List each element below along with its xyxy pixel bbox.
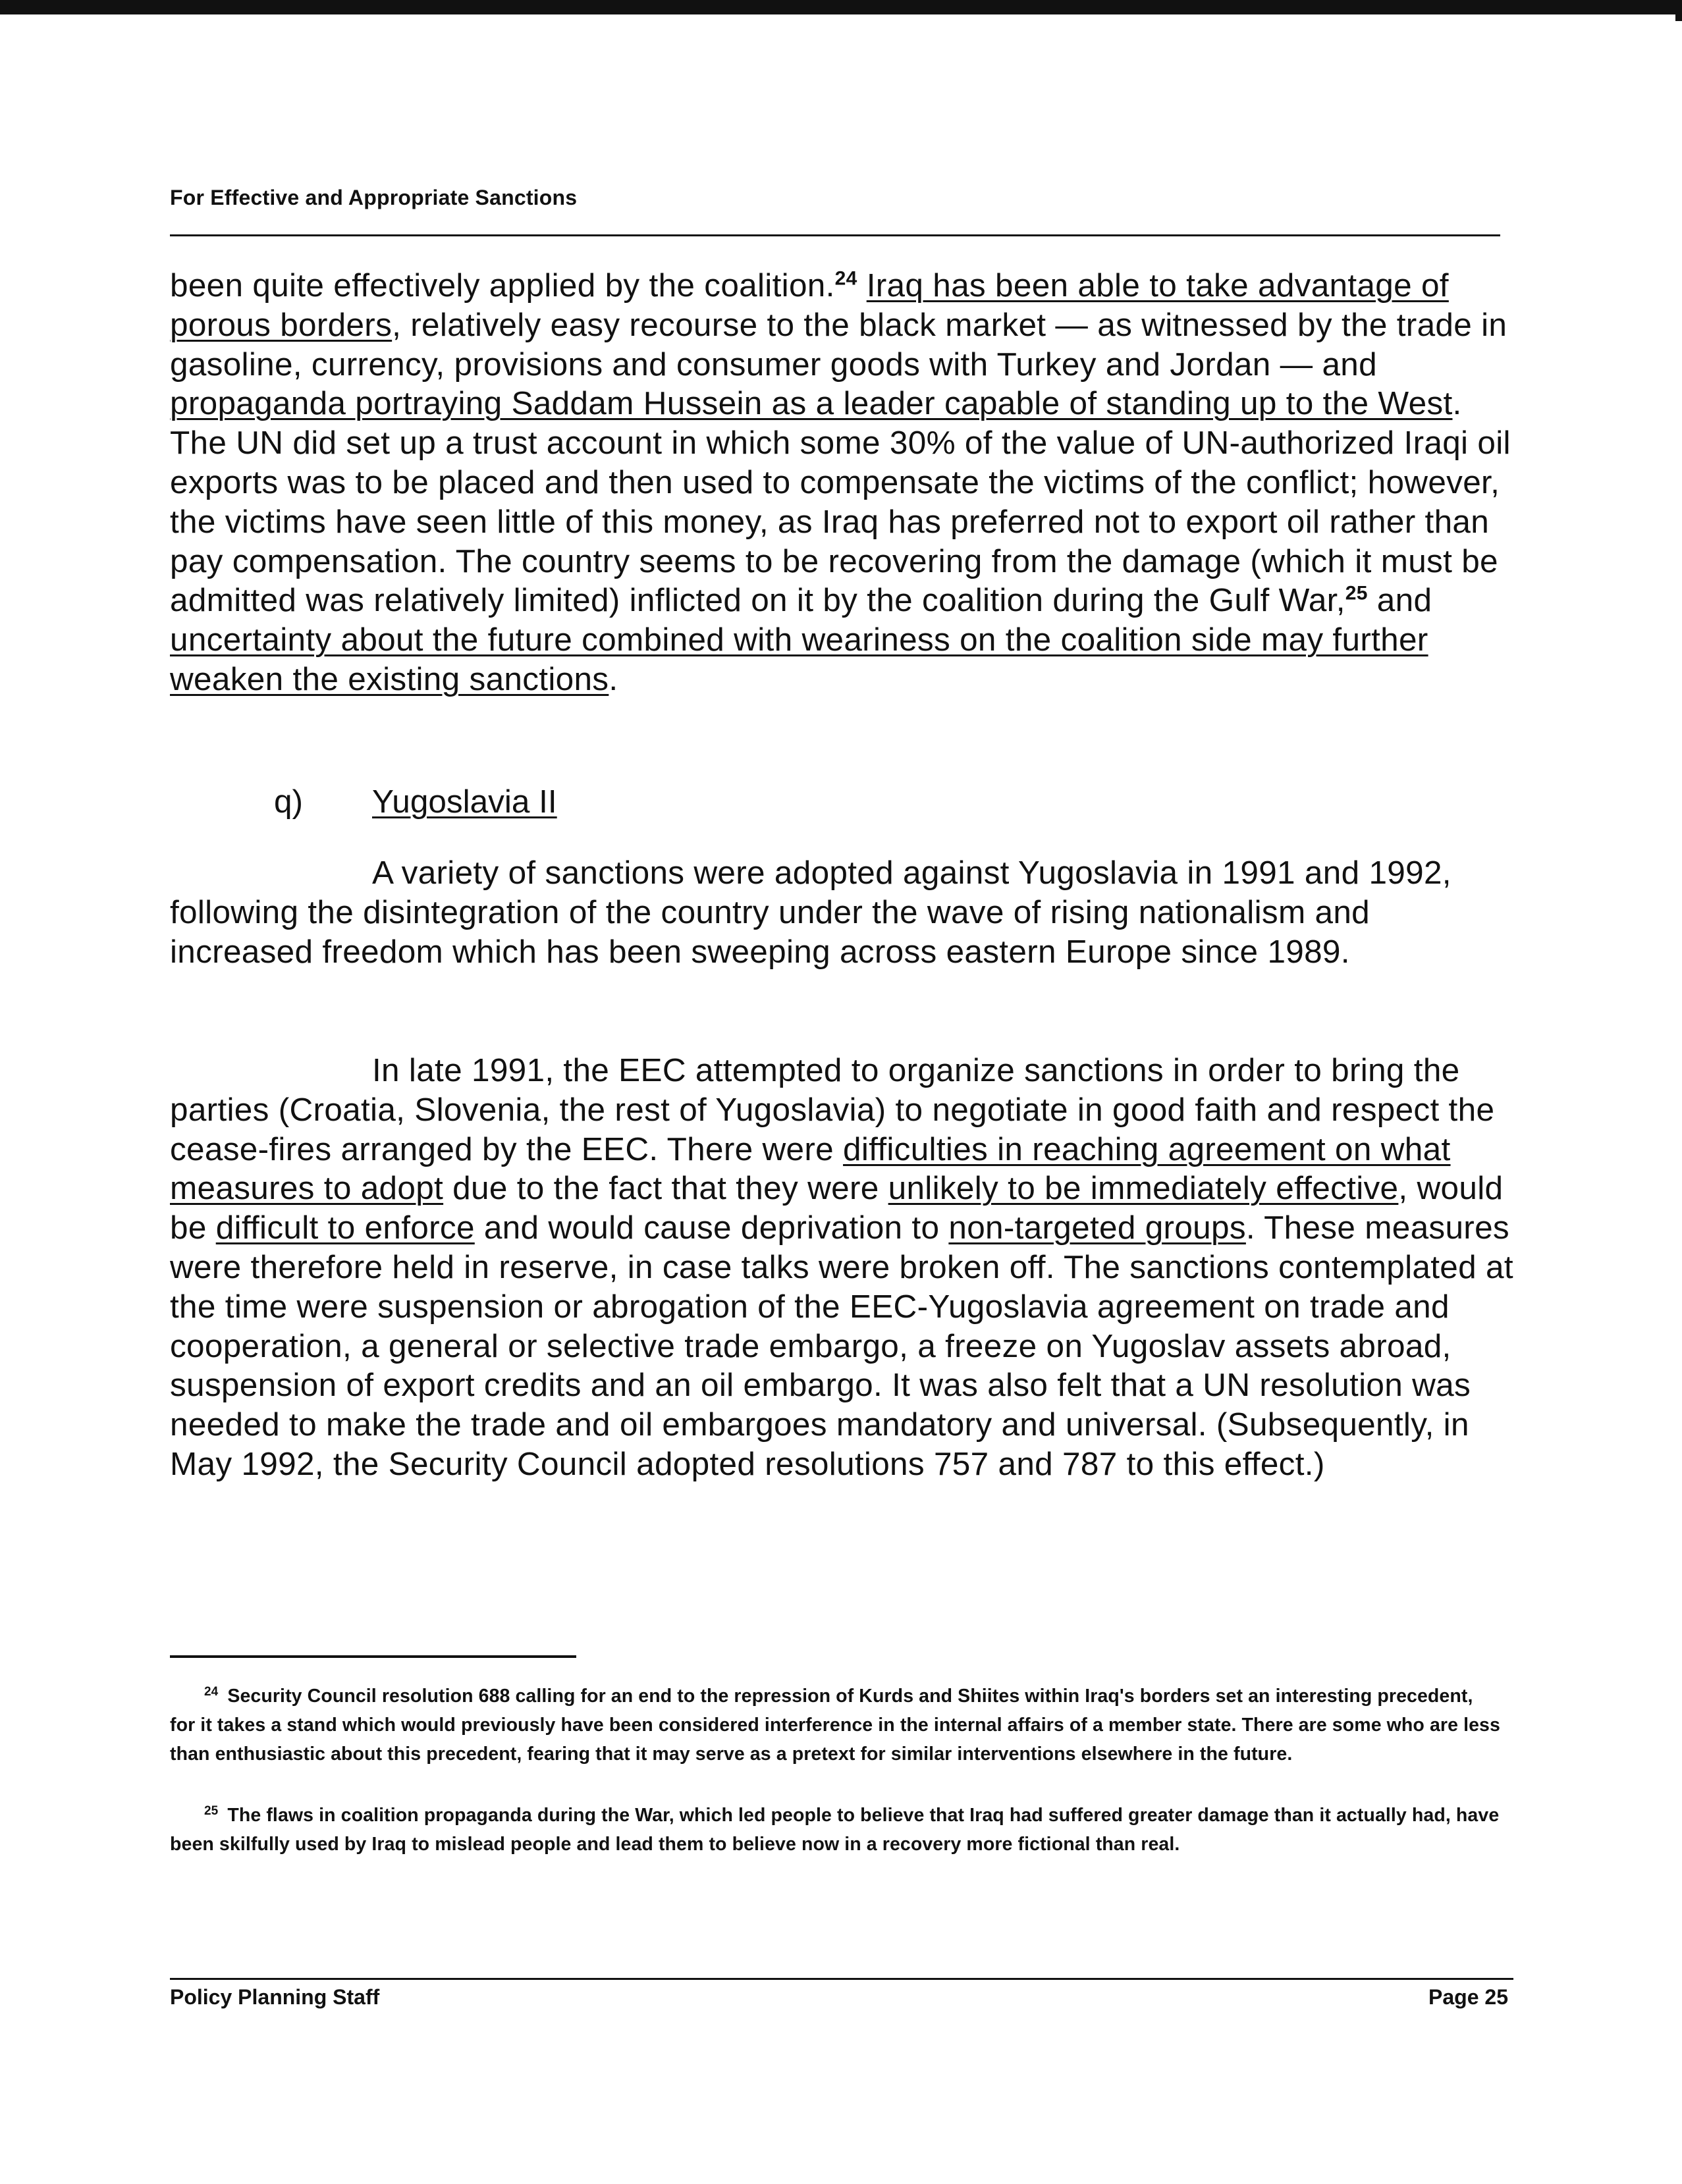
running-header: For Effective and Appropriate Sanctions: [170, 186, 578, 209]
footnote-25: [170, 1801, 1500, 1859]
top-border-bar: [0, 0, 1682, 14]
p1-text-3: , relatively easy recourse to the black market — as witnessed by the trade in gasoline, currency, provisions and consumer goods with Turkey and Jordan — and: [170, 306, 1507, 383]
section-letter: q): [274, 784, 304, 820]
footer-organization: Policy Planning Staff: [170, 1985, 380, 2009]
footnote-text: Security Council resolution 688 calling for an end to the repression of Kurds and Shiites within Iraq's borders set an interesting precedent, for it takes a stand which would previously have been considered interference in the internal affairs of a member state. There are some who are less than enthusiastic about this precedent, fearing that it may serve as a pretext for similar interventions elsewhere in the future.: [170, 1686, 1500, 1765]
p3-text-5: . These measures were therefore held in reserve, in case talks were broken off. The sanctions contemplated at the time were suspension or abrogation of the EEC-Yugoslavia agreement on trade and cooperation, a general or selective trade embargo, a freeze on Yugoslav assets abroad, suspension of export credits and an oil embargo. It was also felt that a UN resolution was needed to make the trade and oil embargoes mandatory and universal. (Subsequently, in May 1992, the Security Council adopted resolutions 757 and 787 to this effect.): [170, 1210, 1513, 1482]
p3-text-4: and would cause deprivation to: [474, 1210, 949, 1246]
p3-underline-4: non-targeted groups: [948, 1210, 1246, 1246]
p2-text: A variety of sanctions were adopted against Yugoslavia in 1991 and 1992, following the disintegration of the country under the wave of rising nationalism and increased freedom which has been sweeping across eastern Europe since 1989.: [170, 855, 1451, 970]
p1-text-5: and: [1367, 582, 1432, 619]
p3-underline-3: difficult to enforce: [215, 1210, 475, 1246]
footnote-mark: 25: [204, 1803, 219, 1818]
footnote-text: The flaws in coalition propaganda during the War, which led people to believe that Iraq had suffered greater damage than it actually had, have been skilfully used by Iraq to mislead people and lead them to believe now in a recovery more fictional than real.: [170, 1805, 1500, 1855]
paragraph-yugoslavia-intro: [170, 853, 1513, 971]
footnotes: [170, 1682, 1500, 1859]
footnote-24: [170, 1682, 1500, 1769]
p3-text-3: , would be: [170, 1170, 1504, 1246]
p1-text-4: . The UN did set up a trust account in which some 30% of the value of UN-authorized Iraqi oil exports was to be placed and then used to compensate the victims of the conflict; however, the victims have seen little of this money, as Iraq has preferred not to export oil rather than pay compensation. The country seems to be recovering from the damage (which it must be admitted was relatively limited) inflicted on it by the coalition during the Gulf War,: [170, 385, 1511, 619]
page-number: Page 25: [1428, 1985, 1508, 2009]
footnote-ref-25[interactable]: 25: [1345, 582, 1368, 604]
p3-underline-2: unlikely to be immediately effective: [888, 1170, 1399, 1207]
footnote-mark: 24: [204, 1684, 219, 1699]
p1-text-6: .: [609, 660, 618, 697]
paragraph-eec-sanctions: [170, 1051, 1513, 1484]
p1-text-1: been quite effectively applied by the coalition.: [170, 267, 835, 304]
p1-underline-3: uncertainty about the future combined with weariness on the coalition side may further weaken the existing sanctions: [170, 622, 1428, 697]
p3-text-2: due to the fact that they were: [443, 1170, 888, 1207]
section-title: Yugoslavia II: [372, 784, 557, 820]
header-divider: [170, 234, 1500, 236]
p3-underline-1: difficulties in reaching agreement on what measures to adopt: [170, 1131, 1451, 1207]
footer-divider: [170, 1978, 1513, 1980]
footnote-separator: [170, 1655, 576, 1658]
p1-underline-2: propaganda portraying Saddam Hussein as a leader capable of standing up to the West: [170, 385, 1453, 422]
paragraph-iraq-continuation: [170, 266, 1513, 699]
p1-text-2: [857, 267, 867, 304]
p3-text-1: In late 1991, the EEC attempted to organize sanctions in order to bring the parties (Croatia, Slovenia, the rest of Yugoslavia) to negotiate in good faith and respect the cease-fires arranged by the EEC. There were: [170, 1052, 1495, 1167]
footnote-ref-24[interactable]: 24: [834, 267, 857, 290]
p1-underline-1: Iraq has been able to take advantage of porous borders: [170, 267, 1449, 343]
